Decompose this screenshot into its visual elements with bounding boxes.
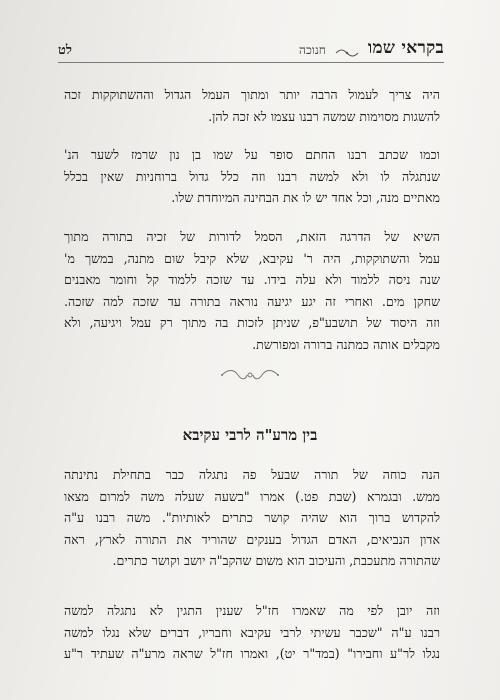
text-line: וכמו שכתב רבנו החתם סופר על שמו בן נון שרמז לשער הנ' bbox=[64, 147, 440, 162]
text-line: רבנו ע"ה "שכבר עשיתי לרבי עקיבא וחבריו, דברים שלא נגלו למשה bbox=[64, 624, 440, 640]
text-line: וזה היסוד של תושבע"פ, שניתן לזכות בה מתוך רק עמל ויגיעה, ולא bbox=[64, 315, 440, 330]
paragraph-2 bbox=[64, 144, 440, 209]
text-line: שחקן מים. ואחרי זה יגע יגיעה נוראה בתורה עד שזכה למה שזכה. bbox=[64, 293, 440, 309]
section-name: חנוכה bbox=[299, 43, 326, 57]
paragraph-1 bbox=[64, 84, 440, 127]
scroll-divider-ornament-icon bbox=[218, 367, 282, 383]
text-line: ממש. ובגמרא (שבת פט.) אמרו "בשעה שעלה משה למרום מצאו bbox=[64, 488, 440, 504]
text-line: היה צריך לעמול הרבה יותר ומתוך העמל הגדול וההשתוקקות זכה bbox=[64, 87, 440, 102]
section-title: בין מרע"ה לרבי עקיבא bbox=[182, 426, 318, 444]
text-line: עמל והשתוקקות, היה ר' עקיבא, שלא קיבל שום מתנה, במשך מ' bbox=[64, 250, 440, 266]
header-rule bbox=[58, 62, 444, 63]
text-line: שנה ניסה ללמוד ולא עלה בידו. עד שזכה ללמוד קל וחומר מאבנים bbox=[64, 272, 440, 287]
flourish-ornament-icon bbox=[334, 48, 360, 58]
text-line: אדון הנביאים, האדם הגדול בענקים שהוריד את התורה לארץ, ראה bbox=[64, 531, 440, 547]
text-line: השיא של הדרגה הזאת, הסמל לדורות של זכיה בתורה מתוך bbox=[64, 229, 440, 244]
text-line: שנתגלה לו ולא למשה רבנו וזה כלל גדול ברוחניות שאין בכלל bbox=[64, 168, 440, 184]
text-line: הנה כוחה של תורה שבעל פה נתגלה כבר בתחילת נתינתה bbox=[64, 467, 440, 482]
running-head bbox=[58, 34, 444, 58]
text-line: וזה יובן לפי מה שאמרו חז"ל שענין התגין לא נתגלה למשה bbox=[64, 603, 440, 618]
text-line: להקדוש ברוך הוא שהיה קושר כתרים לאותיות". משה רבנו ע"ה bbox=[64, 510, 440, 525]
paragraph-3 bbox=[64, 226, 440, 355]
running-head-right bbox=[299, 38, 444, 58]
text-line: נגלו לר"ע וחבירו" (במד"ר יט), ואמרו חז"ל שראה מרע"ה שעתיד ר"ע bbox=[64, 646, 440, 661]
paragraph-5 bbox=[64, 600, 440, 665]
text-line: להשגות מסוימות שמשה רבנו עצמו לא זכה להן. bbox=[208, 108, 440, 124]
text-line: מקבלים אותה כמתנה ברורה ומפורשת. bbox=[252, 336, 440, 352]
text-line: שהתורה מתעכבת, והעיכוב הוא משום שהקב"ה יושב וקושר כתרים. bbox=[112, 553, 440, 568]
paragraph-4 bbox=[64, 464, 440, 572]
page-number: לט bbox=[58, 43, 72, 58]
text-line: מאתיים מנה, וכל אחד יש לו את הבחינה המיוחדת שלו. bbox=[171, 190, 440, 205]
book-title: בקראי שמו bbox=[367, 38, 444, 58]
